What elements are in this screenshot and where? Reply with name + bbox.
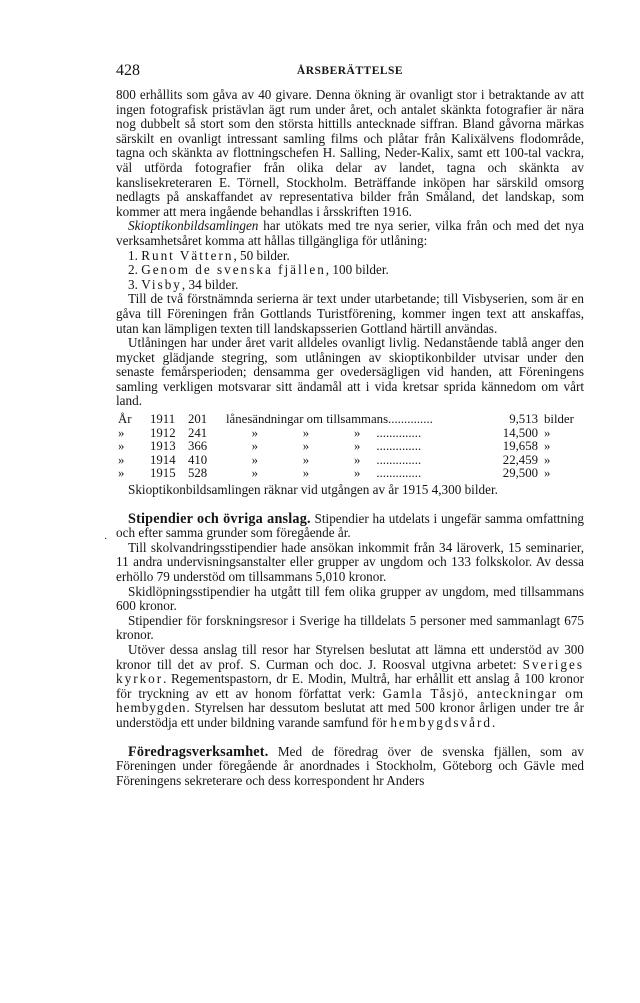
table-cell: 410 <box>188 452 208 467</box>
section-heading: Stipendier och övriga anslag. <box>128 510 311 527</box>
italic-term: Skioptikonbildsamlingen <box>128 218 259 234</box>
table-cell: 14,500 <box>502 425 538 440</box>
series-list <box>116 249 584 293</box>
table-cell: » <box>544 425 551 440</box>
list-title: Visby <box>141 276 182 292</box>
paragraph-text: Med de föredrag över de svenska fjällen, som av Föreningen under föregående år anordnades i Stockholm, Göteborg och Gävle med Föreningens sekreterare och dess korrespondent hr Anders <box>116 743 584 788</box>
table-cell: År <box>118 412 132 427</box>
table-cell: » » » .............. <box>226 452 422 467</box>
running-title: ÅRSBERÄTTELSE <box>296 65 404 77</box>
table-cell: 1911 <box>150 412 176 427</box>
list-title: Genom de svenska fjällen <box>141 262 326 278</box>
table-cell: 19,658 <box>502 439 538 454</box>
table-row <box>116 440 584 454</box>
paragraph <box>116 643 584 731</box>
paragraph-text: . <box>491 714 496 730</box>
paragraph: Till de två förstnämnda serierna är text under utarbetande; till Visbyserien, som är en gåva till Föreningen från Gottlands Turistförening, kommer ingen text att anskaffas, utan kan lämpligen texten till landskapsserien Gottland härtill användas. <box>116 291 584 336</box>
spaced-title: Gamla Tåsjö, anteckningar om hembygden <box>116 685 584 716</box>
table-cell: » » » .............. <box>226 439 422 454</box>
spaced-term: hembygdsvård <box>390 714 492 730</box>
paragraph-text: Utöver dessa anslag till resor har Styrelsen beslutat att lämna ett understöd av 300 kronor till det av prof. S. Curman och doc. J. Roosval utgivna arbetet: <box>116 641 584 672</box>
body-text <box>116 88 584 788</box>
table-cell: » » » .............. <box>226 425 422 440</box>
paragraph: Skioptikonbildsamlingen räknar vid utgången av år 1915 4,300 bilder. <box>128 482 498 498</box>
table-cell: 528 <box>188 466 208 481</box>
table-row <box>116 413 584 427</box>
table-cell: 1914 <box>150 452 176 467</box>
list-rest: , 34 bilder. <box>181 276 239 292</box>
table-cell: » <box>544 466 551 481</box>
paragraph-text: . Regementspastorn, dr E. Modin, Multrå, har erhållit ett anslag å 100 kronor för tryckning av ett av honom författat verk: <box>116 671 584 701</box>
table-row <box>116 454 584 468</box>
table-cell: 1912 <box>150 425 176 440</box>
table-cell: » <box>118 466 125 481</box>
paragraph: Skidlöpningsstipendier ha utgått till fem olika grupper av ungdom, med tillsammans 600 kronor. <box>116 583 584 614</box>
table-cell: 201 <box>188 412 208 427</box>
spaced-title: Sveriges kyrkor <box>116 656 584 687</box>
table-cell: bilder <box>544 412 574 427</box>
list-title: Runt Vättern <box>141 247 234 263</box>
list-number: 3. <box>128 276 138 292</box>
table-cell: lånesändningar om tillsammans.............. <box>226 412 433 427</box>
list-number: 2. <box>128 262 138 278</box>
paragraph-text: har utökats med tre nya serier, vilka från och med det nya verksamhetsåret komma att hållas tillgängliga för utlåning: <box>116 218 584 248</box>
table-cell: » <box>118 425 125 440</box>
table-cell: » » » .............. <box>226 466 422 481</box>
page-header <box>116 62 584 82</box>
table-cell: 366 <box>188 439 208 454</box>
table-cell: 22,459 <box>502 452 538 467</box>
table-cell: » <box>118 439 125 454</box>
table-row <box>116 467 584 481</box>
paragraph: 800 erhållits som gåva av 40 givare. Denna ökning är ovanligt stor i betraktande av att ingen fotografisk pristävlan ägt rum under året, och antalet skänkta fotografier är nära nog dubbelt så stort som den största hittills antecknade siffran. Bland gåvorna märkas särskilt en ovanligt intressant samling films och plåtar från Kalixälvens flodområde, tagna och skänkta av flottningschefen H. Salling, Neder-Kalix, samt ett 100-tal vackra, väl utförda fotografier från olika delar av landet, tagna och skänkta av kanslisekreteraren E. Törnell, Stockholm. Beträffande inköpen har särskild omsorg nedlagts på anskaffandet av representativa bilder från Småland, det landskap, som kommer att mera ingående behandlas i årsskriften 1916. <box>116 87 584 219</box>
paragraph: Till skolvandringsstipendier hade ansökan inkommit från 34 läroverk, 15 seminarier, 11 andra undervisningsanstalter eller grupper av ungdom och 133 folkskolor. Av dessa erhöllo 79 understöd om tillsammans 5,010 kronor. <box>116 539 584 584</box>
paragraph-text: . Styrelsen har dessutom beslutat att med 500 kronor årligen under tre år understödja ett under bildning varande samfund för <box>116 700 584 730</box>
list-item <box>128 278 584 293</box>
paragraph-text: Stipendier ha utdelats i ungefär samma omfattning och efter samma grunder som föregående år. <box>116 510 585 541</box>
paragraph: Utlåningen har under året varit alldeles ovanligt livlig. Nedanstående tablå anger den mycket glädjande stegring, som utlåningen av skioptikonbilder utvisar under den senaste femårsperioden; densamma ger ovedersägligen vid handen, att Föreningens samling verkligen motsvarar sitt ändamål att i vida kretsar sprida kännedom om vårt land. <box>116 335 584 409</box>
list-item <box>128 263 584 278</box>
paragraph: Stipendier för forskningsresor i Sverige ha tilldelats 5 personer med sammanlagt 675 kronor. <box>116 612 584 643</box>
table-cell: » <box>544 439 551 454</box>
table-cell: 1915 <box>150 466 176 481</box>
section-stipendier <box>116 512 584 541</box>
table-cell: » <box>544 452 551 467</box>
table-cell: 9,513 <box>509 412 538 427</box>
table-row <box>116 427 584 441</box>
list-rest: , 100 bilder. <box>325 262 389 278</box>
paragraph <box>116 219 584 248</box>
table-cell: 29,500 <box>502 466 538 481</box>
list-number: 1. <box>128 247 138 263</box>
margin-mark: · <box>104 534 108 545</box>
table-cell: 241 <box>188 425 208 440</box>
table-cell: 1913 <box>150 439 176 454</box>
list-rest: , 50 bilder. <box>233 247 290 263</box>
page-number: 428 <box>116 62 140 79</box>
table-cell: » <box>118 452 125 467</box>
loan-table <box>116 413 584 481</box>
section-foredrag <box>116 745 584 789</box>
section-heading: Föredragsverksamhet. <box>128 743 269 760</box>
list-item <box>128 249 584 264</box>
